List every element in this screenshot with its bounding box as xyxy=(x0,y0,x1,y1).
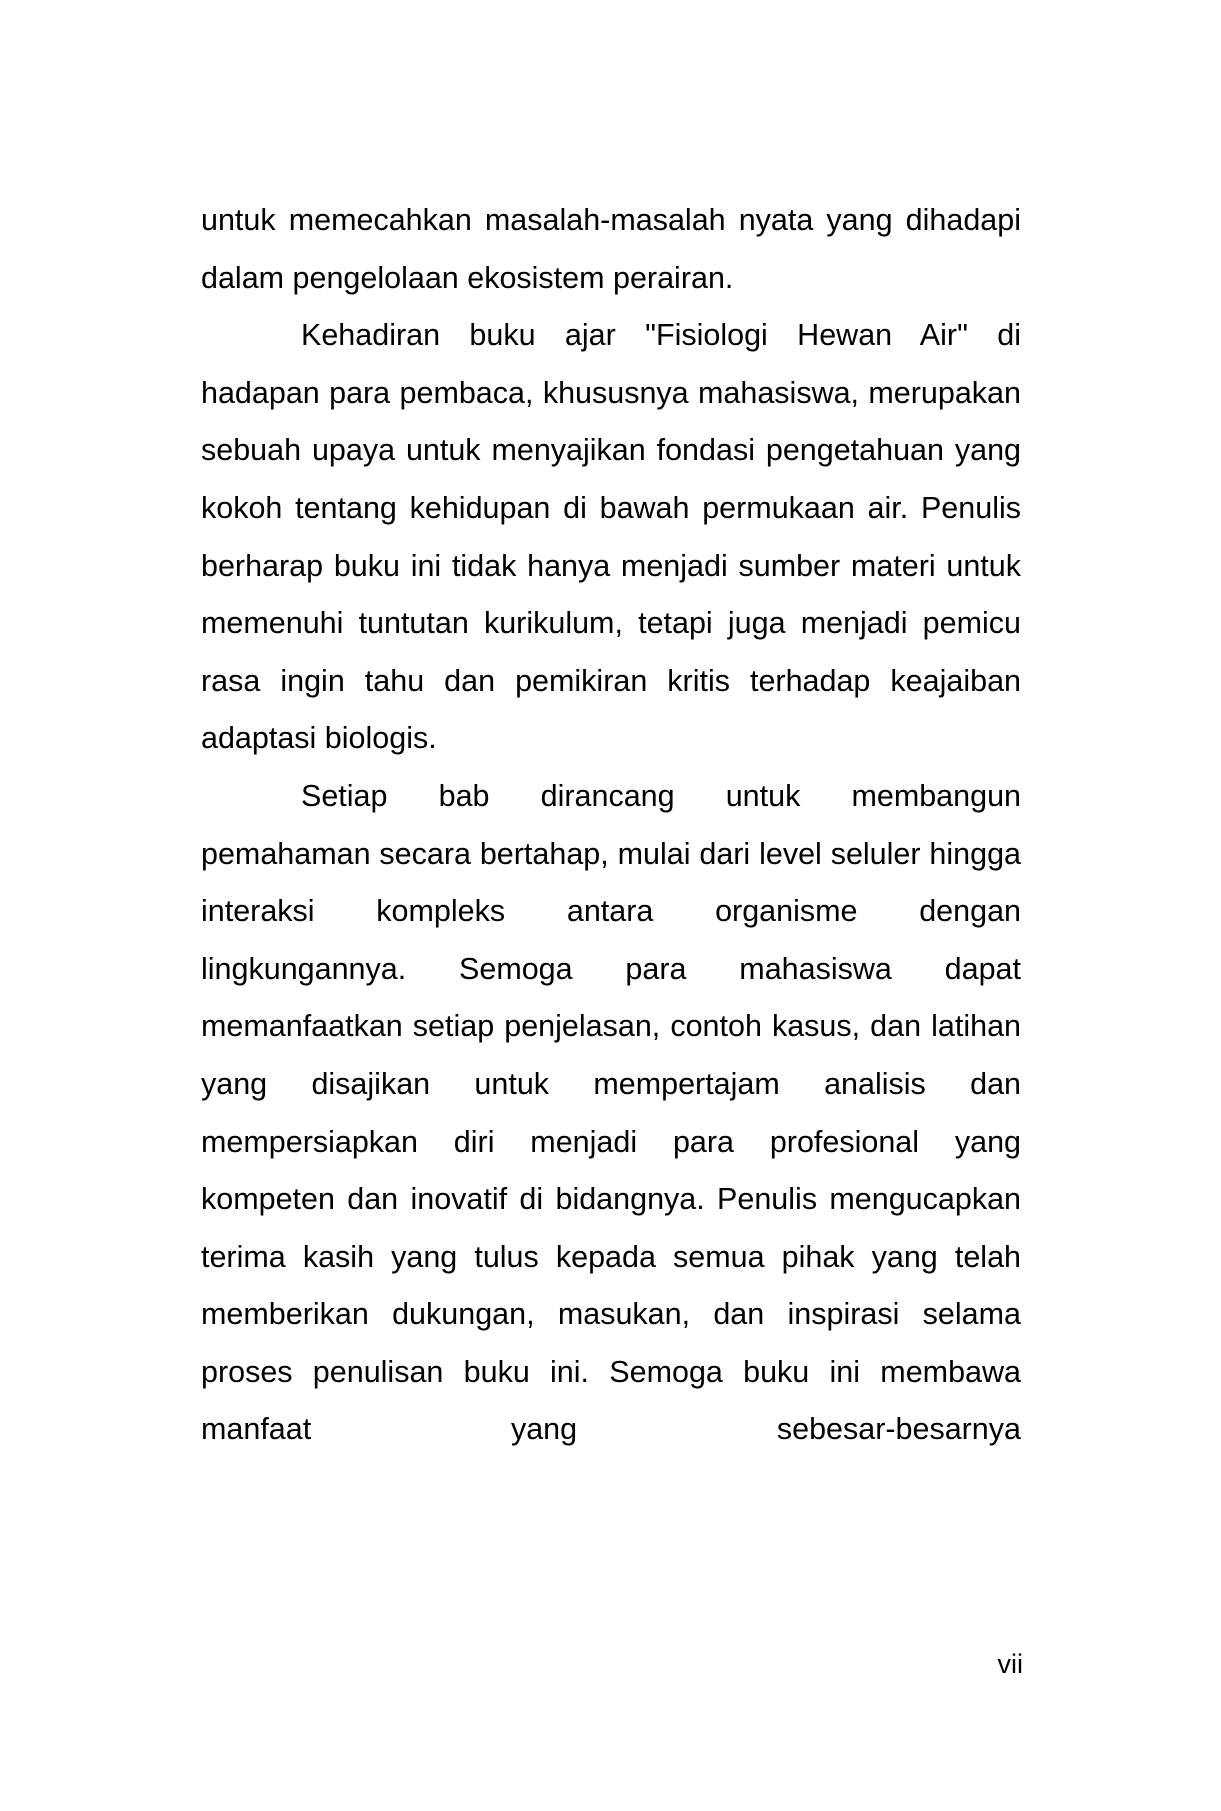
body-text xyxy=(201,192,1021,1459)
paragraph-book-introduction: Kehadiran buku ajar "Fisiologi Hewan Air" di hadapan para pembaca, khususnya mahasiswa, merupakan sebuah upaya untuk menyajikan fondasi pengetahuan yang kokoh tentang kehidupan di bawah permukaan air. Penulis berharap buku ini tidak hanya menjadi sumber materi untuk memenuhi tuntutan kurikulum, tetapi juga menjadi pemicu rasa ingin tahu dan pemikiran kritis terhadap keajaiban adaptasi biologis. xyxy=(201,318,1021,756)
page-number: vii xyxy=(997,1649,1023,1679)
paragraph-chapter-overview: Setiap bab dirancang untuk membangun pemahaman secara bertahap, mulai dari level seluler hingga interaksi kompleks antara organisme dengan lingkungannya. Semoga para mahasiswa dapat memanfaatkan setiap penjelasan, contoh kasus, dan latihan yang disajikan untuk mempertajam analisis dan mempersiapkan diri menjadi para profesional yang kompeten dan inovatif di bidangnya. Penulis mengucapkan terima kasih yang tulus kepada semua pihak yang telah memberikan dukungan, masukan, dan inspirasi selama proses penulisan buku ini. Semoga buku ini membawa manfaat yang sebesar-besarnya xyxy=(201,778,1021,1447)
paragraph-continuation: untuk memecahkan masalah-masalah nyata yang dihadapi dalam pengelolaan ekosistem perairan. xyxy=(201,203,1021,295)
